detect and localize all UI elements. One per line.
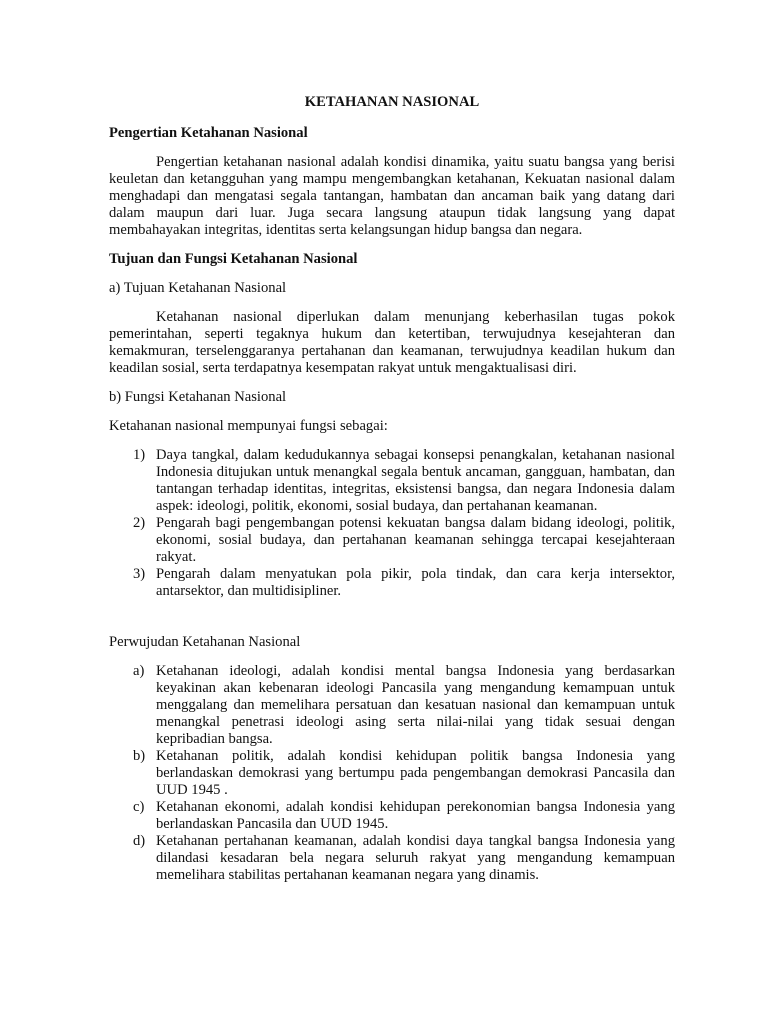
paragraph-pengertian: Pengertian ketahanan nasional adalah kondisi dinamika, yaitu suatu bangsa yang berisi keuletan dan ketangguhan yang mampu mengembangkan ketahanan, Kekuatan nasional dalam menghadapi dan mengatasi segala tantangan, hambatan dan ancaman baik yang datang dari dalam maupun dari luar. Juga secara langsung ataupun tidak langsung yang dapat membahayakan integritas, identitas serta kelangsungan hidup bangsa dan negara.	[109, 154, 675, 238]
list-item-text: Ketahanan politik, adalah kondisi kehidupan politik bangsa Indonesia yang berlandaskan demokrasi yang bertumpu pada pengembangan demokrasi Pancasila dan UUD 1945 .	[156, 748, 675, 798]
list-item	[109, 447, 675, 515]
list-marker: c)	[133, 799, 145, 815]
section-heading-tujuan-fungsi: Tujuan dan Fungsi Ketahanan Nasional	[109, 251, 358, 267]
list-item-text: Pengarah dalam menyatukan pola pikir, pola tindak, dan cara kerja intersektor, antarsektor, dan multidisipliner.	[156, 566, 675, 599]
spacer	[109, 600, 675, 634]
list-item	[109, 663, 675, 748]
perwujudan-list	[109, 663, 675, 884]
document-title: KETAHANAN NASIONAL	[304, 94, 480, 110]
section-heading-perwujudan: Perwujudan Ketahanan Nasional	[109, 634, 301, 650]
list-item-text: Daya tangkal, dalam kedudukannya sebagai konsepsi penangkalan, ketahanan nasional Indonesia ditujukan untuk menangkal segala bentuk ancaman, gangguan, hambatan, dan tantangan terhadap identitas, integritas, eksistensi bangsa, dan negara Indonesia dalam aspek: ideologi, politik, ekonomi, sosial budaya, dan pertahanan keamanan.	[156, 447, 675, 514]
paragraph-tujuan: Ketahanan nasional diperlukan dalam menunjang keberhasilan tugas pokok pemerintahan, seperti tegaknya hukum dan ketertiban, terwujudnya kesejahteran dan kemakmuran, terselenggaranya pertahanan dan keamanan, terwujudnya keadilan hukum dan keadilan sosial, serta terdapatnya kesempatan rakyat untuk mengaktualisasi diri.	[109, 309, 675, 376]
list-marker: 2)	[133, 515, 146, 531]
document-body	[109, 94, 675, 884]
list-item	[109, 799, 675, 833]
list-item-text: Pengarah bagi pengembangan potensi kekuatan bangsa dalam bidang ideologi, politik, ekonomi, sosial budaya, dan pertahanan keamanan sehingga tercapai kesejahteraan rakyat.	[156, 515, 675, 565]
list-item	[109, 748, 675, 799]
subheading-tujuan: a) Tujuan Ketahanan Nasional	[109, 280, 287, 296]
subheading-fungsi: b) Fungsi Ketahanan Nasional	[109, 389, 287, 405]
list-item-text: Ketahanan pertahanan keamanan, adalah kondisi daya tangkal bangsa Indonesia yang dilandasi kesadaran bela negara seluruh rakyat yang mengandung kemampuan memelihara stabilitas pertahanan keamanan negara yang dinamis.	[156, 833, 675, 883]
list-item	[109, 833, 675, 884]
list-item-text: Ketahanan ideologi, adalah kondisi mental bangsa Indonesia yang berdasarkan keyakinan akan kebenaran ideologi Pancasila yang mengandung kemampuan untuk menggalang dan memelihara persatuan dan kesatuan nasional dan kemampuan untuk menangkal penetrasi ideologi asing serta nilai-nilai yang tidak sesuai dengan kepribadian bangsa.	[156, 663, 675, 747]
fungsi-list	[109, 447, 675, 600]
section-heading-pengertian: Pengertian Ketahanan Nasional	[109, 125, 308, 141]
list-item	[109, 515, 675, 566]
list-item-text: Ketahanan ekonomi, adalah kondisi kehidupan perekonomian bangsa Indonesia yang berlandaskan Pancasila dan UUD 1945.	[156, 799, 675, 832]
list-marker: d)	[133, 833, 146, 849]
paragraph-fungsi-intro: Ketahanan nasional mempunyai fungsi sebagai:	[109, 418, 388, 434]
list-marker: a)	[133, 663, 145, 679]
list-marker: b)	[133, 748, 146, 764]
list-marker: 3)	[133, 566, 146, 582]
list-item	[109, 566, 675, 600]
list-marker: 1)	[133, 447, 146, 463]
